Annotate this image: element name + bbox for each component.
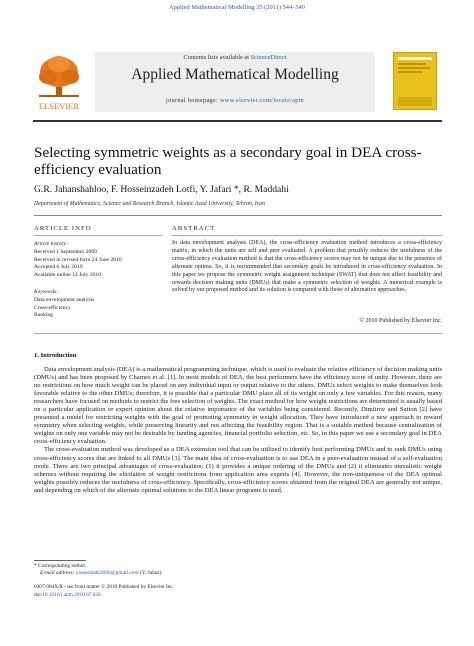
paragraph: The cross-evaluation method was developed as a DEA extension tool that can be utilized to identify best performing DMUs and to rank DMUs using cross-efficiency scores that are linked to all DMUs [3]. The main idea of cross-evaluation is to use DEA in a peer-evaluation instead of a self-evaluation mode. There are two principal advantages of cross-evaluation: (1) it provides a unique ordering of the DMUs and (2) it eliminates unrealistic weight schemes without requiring the elicitation of weight restrictions from application area experts [4]. However, the non-uniqueness of the DEA optimal weights possibly reduces the usefulness of cross-efficiency. Specifically, cross-efficiency scores obtained from the original DEA are generally not unique, and depending on which of the alternate optimal solutions to the DEA linear programs is used, [34, 446, 442, 494]
keywords-label: Keywords: [34, 289, 59, 295]
contents-prefix: Contents lists available at [183, 54, 251, 61]
contents-line [95, 54, 375, 61]
history-item: Available online 14 July 2010 [34, 272, 102, 279]
history-item: Received in revised form 24 June 2010 [34, 256, 122, 263]
abstract-text: In data envelopment analysis (DEA), the cross-efficiency evaluation method introduces a cross-efficiency matrix, in which the units are self and peer evaluated. A problem that possibly reduces the usefulness of the cross-efficiency evaluation method is that the cross-efficiency scores may not be unique due to the presence of alternate optima. So, it is recommended that secondary goals be introduced in cross-efficiency evaluation. In this paper we propose the symmetric weight assignment technique (SWAT) that does not affect feasibility and rewards decision making units (DMUs) that make a symmetric selection of weights. A numerical example is solved by our proposed method and its solution is compared with those of alternative approaches. [172, 240, 442, 294]
history-item: Received 1 September 2009 [34, 248, 97, 255]
article-history [34, 241, 164, 280]
homepage-label: journal homepage: [166, 97, 221, 104]
footnote-rule [34, 560, 86, 561]
footnotes [34, 563, 334, 578]
divider [34, 235, 162, 236]
homepage-link[interactable]: www.elsevier.com/locate/apm [220, 97, 304, 104]
journal-reference[interactable]: Applied Mathematical Modelling 35 (2011) 544–549 [169, 4, 305, 11]
keyword-item: Cross-efficiency [34, 304, 71, 311]
journal-title: Applied Mathematical Modelling [131, 66, 339, 83]
author-affiliation: Department of Mathematics, Science and Research Branch, Islamic Azad University, Tehran, Iran [34, 201, 265, 207]
email-link[interactable]: yassermath2006@gmail.com [75, 570, 139, 577]
journal-masthead [33, 52, 442, 114]
abstract-copyright: © 2010 Published by Elsevier Inc. [359, 318, 442, 324]
history-label: Article history: [34, 241, 69, 247]
doi-label: doi: [34, 591, 43, 598]
corresponding-author-note: * Corresponding author. [34, 563, 87, 569]
elsevier-wordmark: ELSEVIER [38, 101, 80, 111]
journal-header-box [95, 52, 375, 112]
journal-homepage [95, 97, 375, 104]
article-authors: G.R. Jahanshahloo, F. Hosseinzadeh Lotfi, Y. Jafari *, R. Maddahi [34, 184, 289, 195]
issn-line: 0307-904X/$ - see front matter © 2010 Published by Elsevier Inc. [34, 584, 175, 590]
email-suffix: (Y. Jafari). [138, 570, 163, 577]
article-info-heading: ARTICLE INFO [34, 225, 92, 232]
header-rule [33, 120, 442, 122]
keyword-item: Data envelopment analysis [34, 296, 95, 303]
email-label: E-mail address: [40, 570, 76, 577]
paragraph: Data envelopment analysis (DEA) is a mathematical programming technique, which is used to evaluate the relative efficiency of decision making units (DMUs) and has been proposed by Charnes et al. [1]. In most models of DEA, the best performers have the efficiency score of unity. However, there are no restrictions on how much weight can be placed on any individual input or output relative to the others. DMUs select weights to make themselves look favorable relative to the other DMUs; therefore, it is possible that a particular DMU place all of its weight on only a few variables. For this reason, many researchers have focused on methods to restrict the free selection of weights. The exact method for how weight restrictions are determined is usually based on a particular application or expert opinion about the relative importance of the variables being considered. Recently, Dimitrov and Sutton [2] have presented a model for restricting weights with the goal of promoting symmetry in weight allocation. They have introduced a new approach to reward symmetry when selecting weights, while preserving linearity and not affecting the feasibility region. That is a suitable method because centralization of weights on only one variable may not be desirable by funding agencies, financial portfolio selection, etc. So, in this paper we use a secondary goal in DEA cross-efficiency evaluation. [34, 366, 442, 446]
elsevier-logo [33, 52, 85, 112]
doi-line [34, 592, 334, 600]
section-heading: 1. Introduction [34, 352, 77, 359]
divider [34, 333, 442, 334]
page-footer [34, 584, 334, 599]
divider [172, 235, 442, 236]
keywords [34, 289, 164, 320]
email-note [34, 570, 334, 577]
sciencedirect-link[interactable]: ScienceDirect [250, 54, 287, 61]
doi-link[interactable]: 10.1016/j.apm.2010.07.020 [42, 591, 101, 598]
keyword-item: Ranking [34, 312, 53, 319]
article-title: Selecting symmetric weights as a secondary goal in DEA cross-efficiency evaluation [34, 144, 422, 178]
intro-body [34, 366, 442, 495]
journal-cover-image [393, 52, 437, 110]
abstract-heading: ABSTRACT [172, 225, 216, 232]
history-item: Accepted 6 July 2010 [34, 264, 83, 271]
divider [34, 215, 442, 216]
